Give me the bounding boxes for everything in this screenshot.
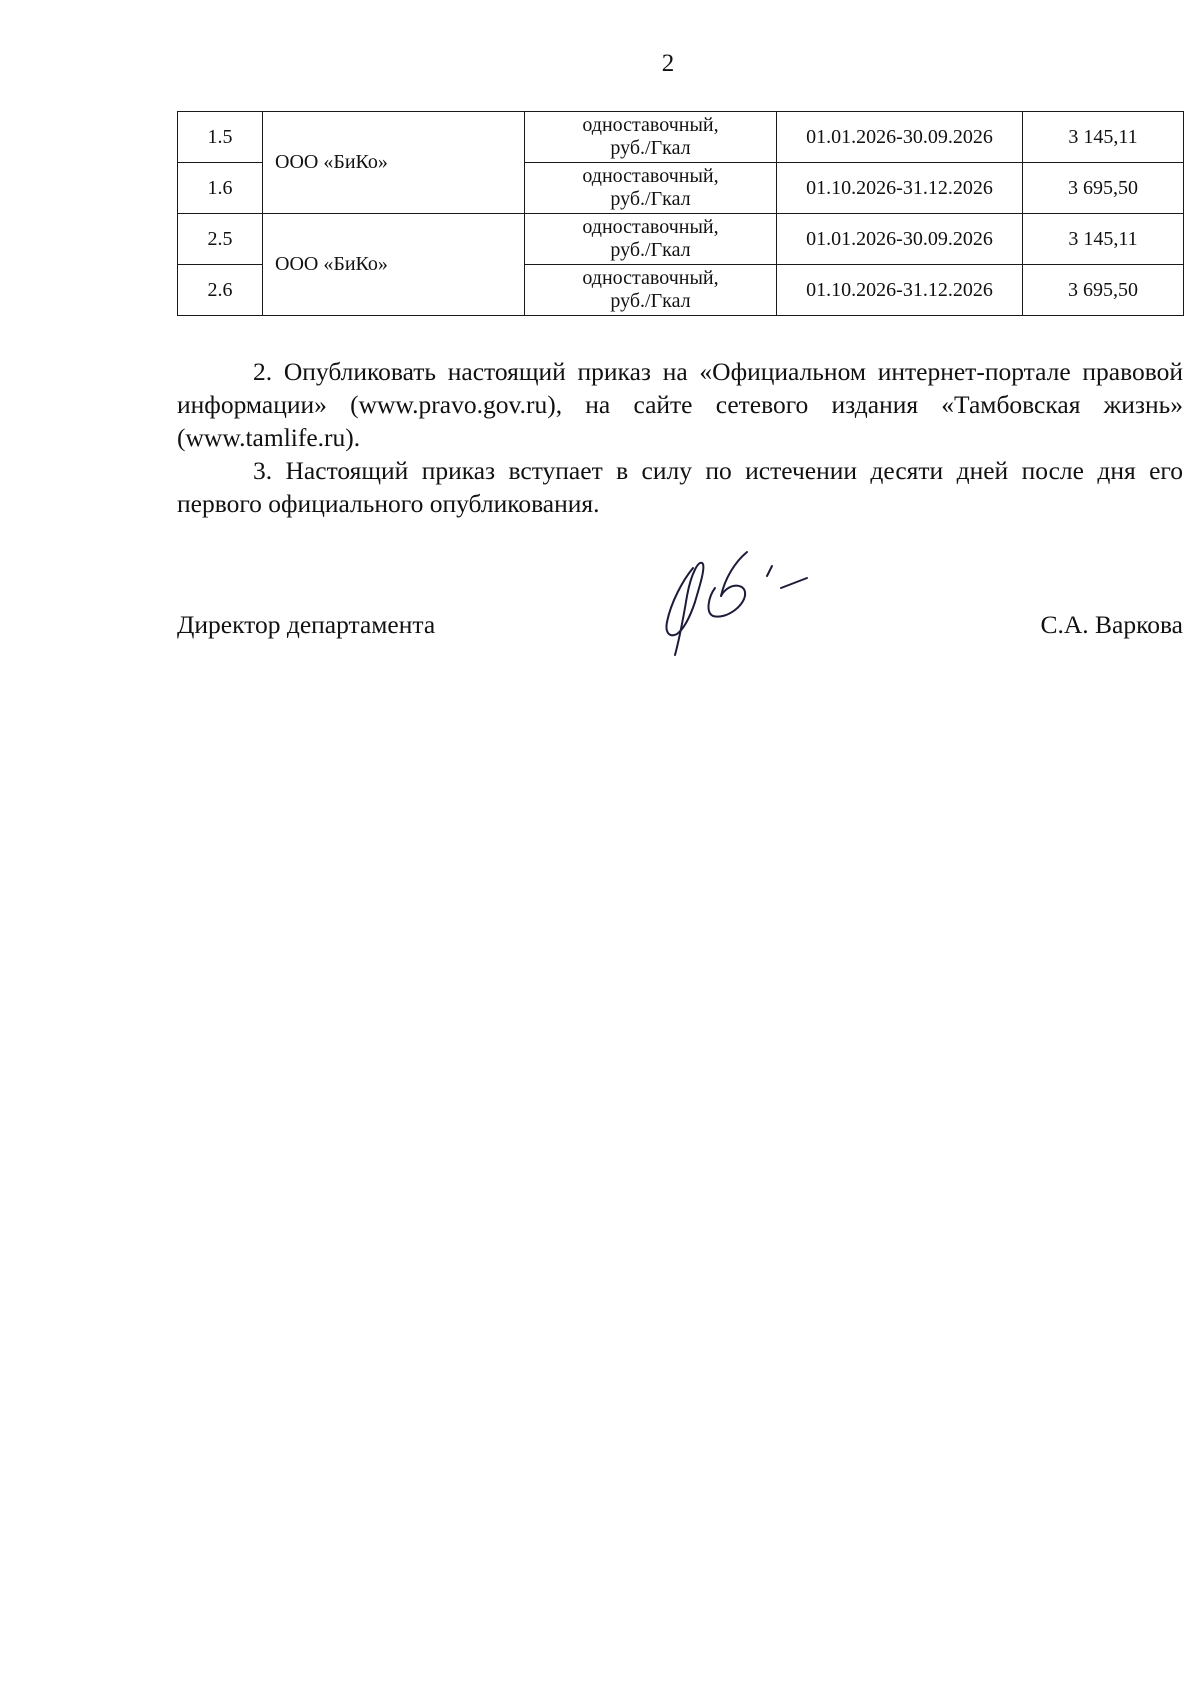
signatory-role: Директор департамента bbox=[177, 610, 436, 639]
tariff-type: одноставочный, руб./Гкал bbox=[525, 163, 777, 214]
row-number: 1.5 bbox=[178, 112, 263, 163]
tariff-value: 3 695,50 bbox=[1023, 163, 1184, 214]
organization-name: ООО «БиКо» bbox=[263, 214, 525, 316]
tariff-type: одноставочный, руб./Гкал bbox=[525, 265, 777, 316]
order-text bbox=[177, 355, 1183, 520]
row-number: 1.6 bbox=[178, 163, 263, 214]
table-row bbox=[178, 214, 1184, 265]
handwritten-signature bbox=[655, 540, 845, 660]
page-number: 2 bbox=[661, 50, 675, 77]
tariff-type: одноставочный, руб./Гкал bbox=[525, 112, 777, 163]
tariff-period: 01.01.2026-30.09.2026 bbox=[777, 112, 1023, 163]
tariff-period: 01.10.2026-31.12.2026 bbox=[777, 163, 1023, 214]
tariff-table bbox=[177, 111, 1184, 316]
tariff-type: одноставочный, руб./Гкал bbox=[525, 214, 777, 265]
paragraph-publication: 2. Опубликовать настоящий приказ на «Официальном интернет-портале правовой информации» (www.pravo.gov.ru), на сайте сетевого издания «Тамбовская жизнь» (www.tamlife.ru). bbox=[177, 357, 1183, 452]
organization-name: ООО «БиКо» bbox=[263, 112, 525, 214]
signatory-name: С.А. Варкова bbox=[1040, 610, 1183, 639]
tariff-value: 3 145,11 bbox=[1023, 112, 1184, 163]
tariff-period: 01.01.2026-30.09.2026 bbox=[777, 214, 1023, 265]
row-number: 2.6 bbox=[178, 265, 263, 316]
tariff-value: 3 695,50 bbox=[1023, 265, 1184, 316]
table-row bbox=[178, 112, 1184, 163]
tariff-value: 3 145,11 bbox=[1023, 214, 1184, 265]
tariff-period: 01.10.2026-31.12.2026 bbox=[777, 265, 1023, 316]
paragraph-effective-date: 3. Настоящий приказ вступает в силу по истечении десяти дней после дня его первого официального опубликования. bbox=[177, 456, 1183, 518]
row-number: 2.5 bbox=[178, 214, 263, 265]
